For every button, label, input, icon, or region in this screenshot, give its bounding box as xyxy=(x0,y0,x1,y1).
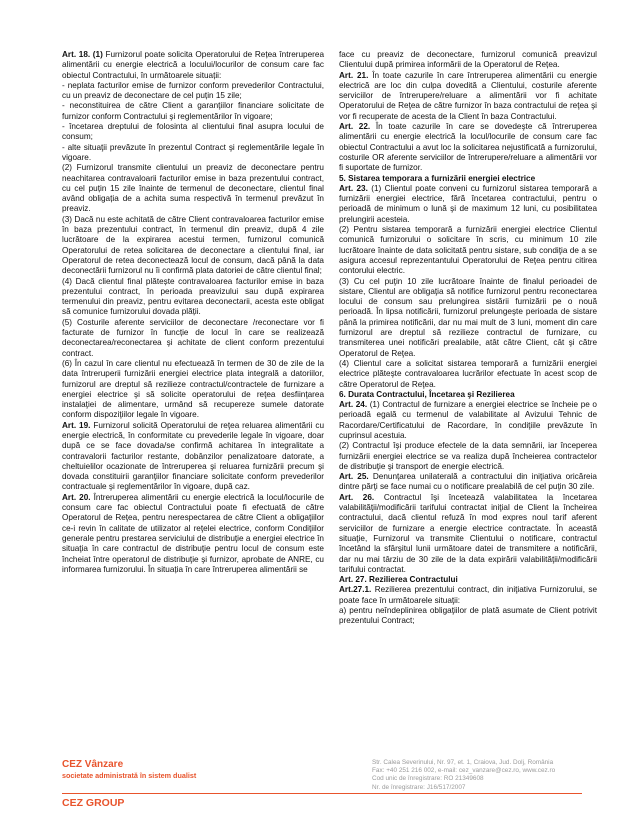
paragraph-text: Rezilierea prezentului contract, din iniţiativa Furnizorului, se poate face în următoarele situaţii: xyxy=(339,585,597,605)
paragraph xyxy=(62,163,324,214)
article-label: Art. 20. xyxy=(62,492,91,502)
paragraph-text: (4) Clientul care a solicitat sistarea temporară a furnizării energiei electrice plăteşte contravaloarea lucrărilor efectuate în acest scop de către Operatorul de Reţea. xyxy=(339,358,597,389)
footer-brand xyxy=(62,759,196,780)
paragraph xyxy=(62,215,324,277)
paragraph xyxy=(62,421,324,493)
section-heading-text: Art. 27. Rezilierea Contractului xyxy=(339,575,458,585)
paragraph-text: (3) Dacă nu este achitată de către Client contravaloarea facturilor emise în baza prezentului contract, în termenul din preaviz, după 4 zile lucrătoare de la expirarea acestui termen, furnizorul comunică Operatorului de retea solicitarea de deconectare a clientului final, iar Operatorul de retea deconectează locul de consum, dacă până la data deconectării furnizorul nu îi confirmă plata datoriei de către clientul final; xyxy=(62,214,324,276)
address-line: Nr. de înregistrare: J16/517/2007 xyxy=(372,783,466,791)
paragraph-text: (2) Contractul îşi produce efectele de la data semnării, iar începerea furnizării energiei electrice se va realiza după încheierea contractelor de distribuţie şi transport de energie electrică. xyxy=(339,441,597,471)
paragraph-text: (6) În cazul în care clientul nu efectuează în termen de 30 de zile de la data întreruperii furnizării energiei electrice plata integrală a datoriilor, furnizorul are dreptul să rezilieze contractul/contractele de furnizare a energiei electrice şi să solicite operatorului de reţea desfiinţarea instalaţiei de alimentare, urmând să recupereze sumele datorate conform dispoziţiilor legale în vigoare. xyxy=(62,358,324,420)
group-name: CEZ GROUP xyxy=(62,797,125,809)
article-label: Art. 26. xyxy=(339,492,375,502)
brand-subtitle: societate administrată în sistem dualist xyxy=(62,771,197,780)
paragraph xyxy=(339,225,597,276)
article-label: Art. 25. xyxy=(339,472,369,482)
paragraph-text: Întreruperea alimentării cu energie electrică la locul/locurile de consum care fac obiectul Contractului poate fi efectuată de către Operatorul de Reţea, pentru nerespectarea de către Client a obligaţiilor ce-i revin în calitate de utilizator al reţelei electrice, conform Condiţiilor generale pentru prestarea serviciului de distribuţie a energiei electrice în situaţia în care contractul de distribuţie pentru locul de consum este încheiat între operatorul de distribuţie şi furnizor, aprobate de ANRE, cu informarea furnizorului. În situația în care întreruperea alimentării se xyxy=(62,492,325,574)
paragraph xyxy=(62,318,324,359)
paragraph-text: În toate cazurile în care întreruperea alimentării cu energie electrică are loc din culpa dovedită a Clientului, costurile aferente serviciilor de întrerupere/reluare a alimentării vor fi achitate Operatorului de Reţea de către furnizor în baza contractului de reţea şi vor fi recuperate de acesta de la Client în baza Contractului. xyxy=(339,70,598,121)
paragraph-text: face cu preaviz de deconectare, furnizorul comunică preavizul Clientului după primirea informării de la Operatorul de Rețea. xyxy=(339,50,597,70)
paragraph xyxy=(339,277,597,359)
paragraph xyxy=(339,184,597,225)
paragraph-text: - încetarea dreptului de folosinta al clientului final asupra locului de consum; xyxy=(62,122,324,142)
paragraph xyxy=(62,143,324,164)
paragraph-text: Furnizorul solicită Operatorului de reţea reluarea alimentării cu energie electrică, în conformitate cu prevederile legale în vigoare, doar după ce se face dovada/se confirmă achitarea în integralitate a contravalorii facturilor restante, dobânzilor penalizatoare datorate, a cheltuielilor ocazionate de întreruperea şi reluarea furnizării precum şi dovada constituirii garanţiilor financiare solicitate conform prevederilor contractuale şi reglementărilor în vigoare, după caz. xyxy=(62,420,324,492)
paragraph xyxy=(339,606,597,627)
paragraph xyxy=(339,71,597,122)
paragraph xyxy=(339,122,597,173)
article-label: Art. 22. xyxy=(339,122,371,132)
article-label: Art. 21. xyxy=(339,70,369,80)
paragraph-text: a) pentru neîndeplinirea obligaţiilor de plată asumate de Client potrivit prezentului Contract; xyxy=(339,606,597,626)
paragraph-text: (1) Clientul poate conveni cu furnizorul sistarea temporară a furnizării energiei electrice, fără încetarea contractului, pentru o perioadă de minimum o lună şi de maximum 12 luni, cu posibilitatea prelungirii acesteia. xyxy=(339,183,597,224)
article-label: Art.27.1. xyxy=(339,585,372,595)
paragraph xyxy=(339,400,597,441)
paragraph-text: Contractul îşi încetează valabilitatea la încetarea valabilităţii/modificării tarifului contractat iniţial de Client la încheirea contractului, dacă clientul refuză în mod expres noul tarif aferent serviciilor de furnizare a energie electrice contractate. În această situaţie, Furnizorul va transmite Clientului o notificare, contractul încetând la sfârşitul lunii următoare datei de transmitere a notificării, dar nu mai târziu de 30 zile de la data expirării valabilităţii/modificării tarifului contractat. xyxy=(339,492,598,574)
paragraph-text: (5) Costurile aferente serviciilor de deconectare /reconectare vor fi facturate de furnizor în funcție de locul în care se realizează deconectarea/reconectarea şi achitate de client conform prezentului contract. xyxy=(62,317,324,358)
paragraph-text: - neconstituirea de către Client a garanţiilor financiare solicitate de furnizor conform Contractului şi reglementărilor în vigoare; xyxy=(62,101,324,121)
paragraph-text: (2) Furnizorul transmite clientului un preaviz de deconectare pentru neachitarea contravaloarii facturilor emise in baza prezentului contract, cu cel puțin 15 zile înainte de termenul de deconectare, clientul final având obligația de a achita suma respectivă în termenul prevăzut în preaviz. xyxy=(62,163,324,214)
paragraph xyxy=(339,50,597,71)
address-line: Cod unic de înregistrare: RO 21349608 xyxy=(372,775,484,783)
section-heading-text: 5. Sistarea temporara a furnizării energiei electrice xyxy=(339,173,536,183)
paragraph-text: Furnizorul poate solicita Operatorului de Rețea întreruperea alimentării cu energie electrică a locului/locurilor de consum care fac obiectul Contractului, în următoarele situații: xyxy=(62,50,325,80)
paragraph xyxy=(62,359,324,421)
section-heading xyxy=(339,390,597,400)
paragraph-text: (4) Dacă clientul final plătește contravaloarea facturilor emise in baza prezentului contract, în perioada preavizului sau după expirarea termenului din preaviz, pentru evitarea deconectarii, acesta este obligat să comunice furnizorului dovada plății. xyxy=(62,276,324,317)
footer-address xyxy=(372,759,555,792)
paragraph-text: În toate cazurile în care se dovedeşte că întreruperea alimentării cu energie electrică la locul/locurile de consum care fac obiectul Contractului a avut loc la solicitarea nejustificată a furnizorului, costurile OR aferente serviciilor de întrerupere/reluare a alimentării vor fi suportate de furnizor. xyxy=(339,122,597,173)
paragraph xyxy=(62,81,324,102)
paragraph-text: - alte situaţii prevăzute în prezentul Contract şi reglementările legale în vigoare. xyxy=(62,142,324,162)
paragraph xyxy=(62,50,324,81)
paragraph-text: - neplata facturilor emise de furnizor conform prevederilor Contractului, cu un preaviz de deconectare de cel puțin 15 zile; xyxy=(62,80,324,101)
article-label: Art. 24. xyxy=(339,400,368,410)
paragraph-text: Denunţarea unilaterală a contractului din iniţiativa oricăreia dintre părţi se face numai cu o notificare prealabilă de cel puţin 30 zile. xyxy=(339,472,597,492)
paragraph-text: (1) Contractul de furnizare a energiei electrice se încheie pe o perioadă egală cu termenul de valabilitate al Avizului Tehnic de Racordare/Certificatului de Racordare, în condiţiile prevăzute în cuprinsul acestuia. xyxy=(339,400,597,440)
paragraph xyxy=(339,472,597,493)
paragraph-text: (3) Cu cel puţin 10 zile lucrătoare înainte de finalul perioadei de sistare, Clientul are obligaţia să notifice furnizorul pentru reconectarea locului de consum sau prelungirea sistării furnizării pe o nouă perioadă. În lipsa notificării, furnizorul prelungeşte perioada de sistare până la primirea notificării, dar nu mai mult de 3 luni, moment din care furnizorul are dreptul să rezilieze contractul de furnizare, cu transmiterea unei notificări prealabile, atât către Client, cât şi către Operatorul de Reţea. xyxy=(339,276,597,358)
section-heading-text: 6. Durata Contractului, Încetarea şi Rezilierea xyxy=(339,389,515,399)
paragraph xyxy=(339,493,597,575)
article-label: Art. 23. xyxy=(339,183,368,193)
paragraph xyxy=(62,101,324,122)
section-heading xyxy=(339,575,597,585)
footer-divider xyxy=(62,793,582,794)
address-line: Str. Calea Severinului, Nr. 97, et. 1, Craiova, Jud. Dolj, România xyxy=(372,759,554,766)
address-line: Fax: +40 251 216 002, e-mail: cez_vanzare@cez.ro, www.cez.ro xyxy=(372,767,556,775)
paragraph xyxy=(62,277,324,318)
left-column xyxy=(62,50,324,575)
right-column xyxy=(339,50,597,627)
paragraph xyxy=(62,493,324,575)
paragraph xyxy=(62,122,324,143)
paragraph-text: (2) Pentru sistarea temporară a furnizării energiei electrice Clientul comunică furnizorului o solicitare în scris, cu minimum 10 zile lucrătoare înainte de data solicitată pentru sistare, sub condiţia de a se asigura accesul reprezentantului Operatorului de Reţea pentru citirea contorului electric. xyxy=(339,225,597,276)
brand-name: CEZ Vânzare xyxy=(62,759,124,770)
article-label: Art. 18. (1) xyxy=(62,50,103,59)
section-heading xyxy=(339,174,597,184)
paragraph xyxy=(339,359,597,390)
paragraph xyxy=(339,441,597,472)
article-label: Art. 19. xyxy=(62,420,91,430)
paragraph xyxy=(339,585,597,606)
